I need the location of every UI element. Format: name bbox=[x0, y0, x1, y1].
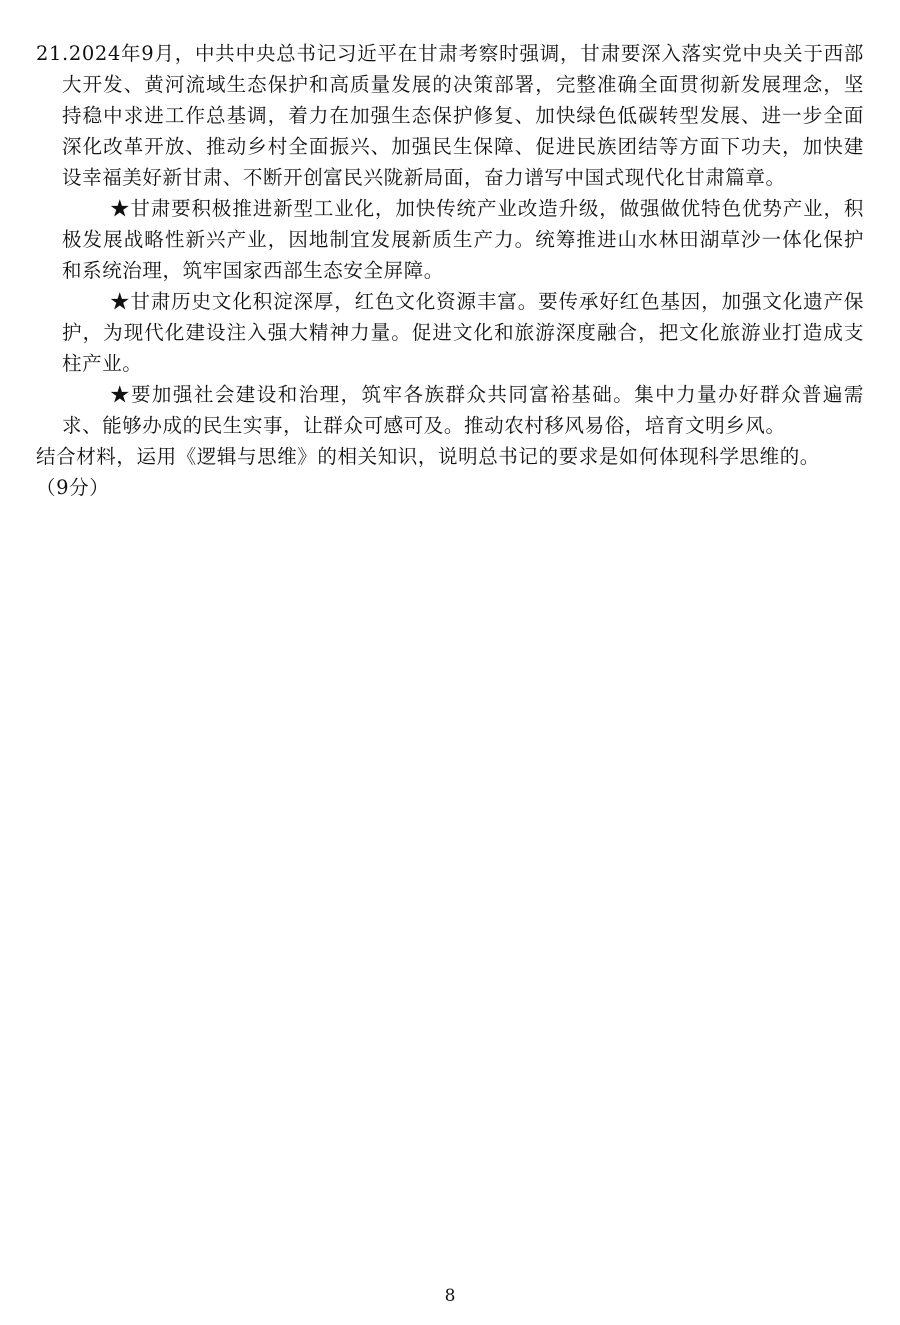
question-21 bbox=[36, 38, 864, 503]
material-bullet-3: ★要加强社会建设和治理，筑牢各族群众共同富裕基础。集中力量办好群众普遍需求、能够办成的民生实事，让群众可感可及。推动农村移风易俗，培育文明乡风。 bbox=[62, 383, 864, 437]
question-score: （9分） bbox=[36, 476, 110, 499]
question-stem: 2024年9月，中共中央总书记习近平在甘肃考察时强调，甘肃要深入落实党中央关于西部大开发、黄河流域生态保护和高质量发展的决策部署，完整准确全面贯彻新发展理念，坚持稳中求进工作总基调，着力在加强生态保护修复、加快绿色低碳转型发展、进一步全面深化改革开放、推动乡村全面振兴、加强民生保障、促进民族团结等方面下功夫，加快建设幸福美好新甘肃、不断开创富民兴陇新局面，奋力谱写中国式现代化甘肃篇章。 bbox=[62, 42, 864, 189]
question-stem-paragraph bbox=[36, 38, 864, 193]
question-prompt: 结合材料，运用《逻辑与思维》的相关知识，说明总书记的要求是如何体现科学思维的。 bbox=[36, 445, 820, 468]
page-number: 8 bbox=[444, 1286, 456, 1306]
material-bullet-2: ★甘肃历史文化积淀深厚，红色文化资源丰富。要传承好红色基因，加强文化遗产保护，为现代化建设注入强大精神力量。促进文化和旅游深度融合，把文化旅游业打造成支柱产业。 bbox=[62, 290, 864, 375]
question-number: 21. bbox=[36, 42, 69, 65]
material-bullet-1: ★甘肃要积极推进新型工业化，加快传统产业改造升级，做强做优特色优势产业，积极发展战略性新兴产业，因地制宜发展新质生产力。统筹推进山水林田湖草沙一体化保护和系统治理，筑牢国家西部生态安全屏障。 bbox=[62, 197, 864, 282]
